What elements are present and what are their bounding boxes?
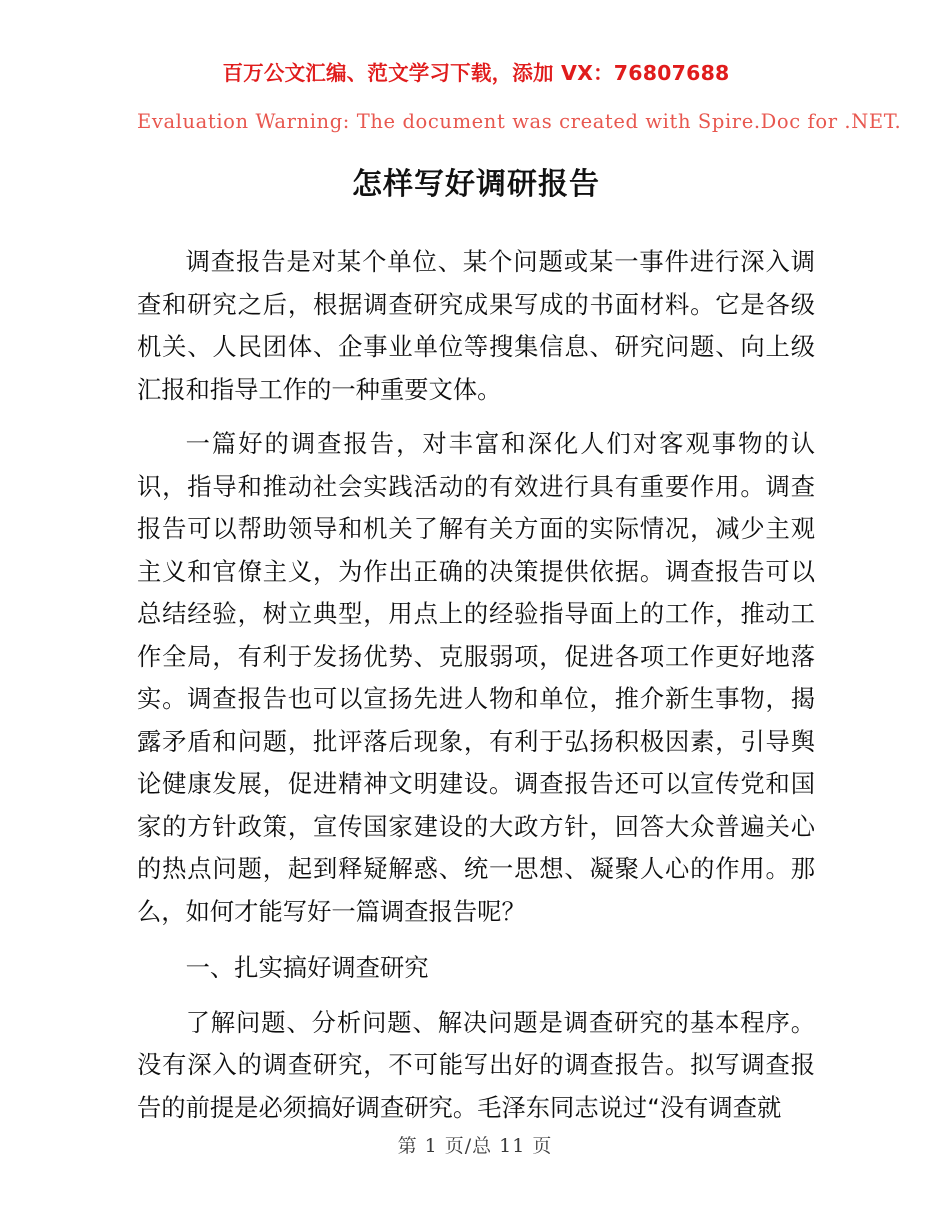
section-heading-1: 一、扎实搞好调查研究	[185, 953, 429, 983]
page-title: 怎样写好调研报告	[352, 167, 600, 202]
body-paragraph-1: 调查报告是对某个单位、某个问题或某一事件进行深入调查和研究之后，根据调查研究成果写成的书面材料。它是各级机关、人民团体、企事业单位等搜集信息、研究问题、向上级汇报和指导工作的一种重要文体。	[137, 247, 815, 404]
page-content	[137, 0, 902, 1129]
page-footer: 第 1 页/总 11 页	[397, 1135, 553, 1157]
section-paragraph-1: 了解问题、分析问题、解决问题是调查研究的基本程序。没有深入的调查研究，不可能写出好的调查报告。拟写调查报告的前提是必须搞好调查研究。毛泽东同志说过“没有调查就	[137, 1007, 815, 1122]
evaluation-warning: Evaluation Warning: The document was created with Spire.Doc for .NET.	[137, 110, 902, 133]
promo-banner: 百万公文汇编、范文学习下载，添加 VX：76807688	[222, 61, 730, 85]
body-paragraph-2: 一篇好的调查报告，对丰富和深化人们对客观事物的认识，指导和推动社会实践活动的有效进行具有重要作用。调查报告可以帮助领导和机关了解有关方面的实际情况，减少主观主义和官僚主义，为作出正确的决策提供依据。调查报告可以总结经验，树立典型，用点上的经验指导面上的工作，推动工作全局，有利于发扬优势、克服弱项，促进各项工作更好地落实。调查报告也可以宣扬先进人物和单位，推介新生事物，揭露矛盾和问题，批评落后现象，有利于弘扬积极因素，引导舆论健康发展，促进精神文明建设。调查报告还可以宣传党和国家的方针政策，宣传国家建设的大政方针，回答大众普遍关心的热点问题，起到释疑解惑、统一思想、凝聚人心的作用。那么，如何才能写好一篇调查报告呢？	[137, 429, 815, 926]
